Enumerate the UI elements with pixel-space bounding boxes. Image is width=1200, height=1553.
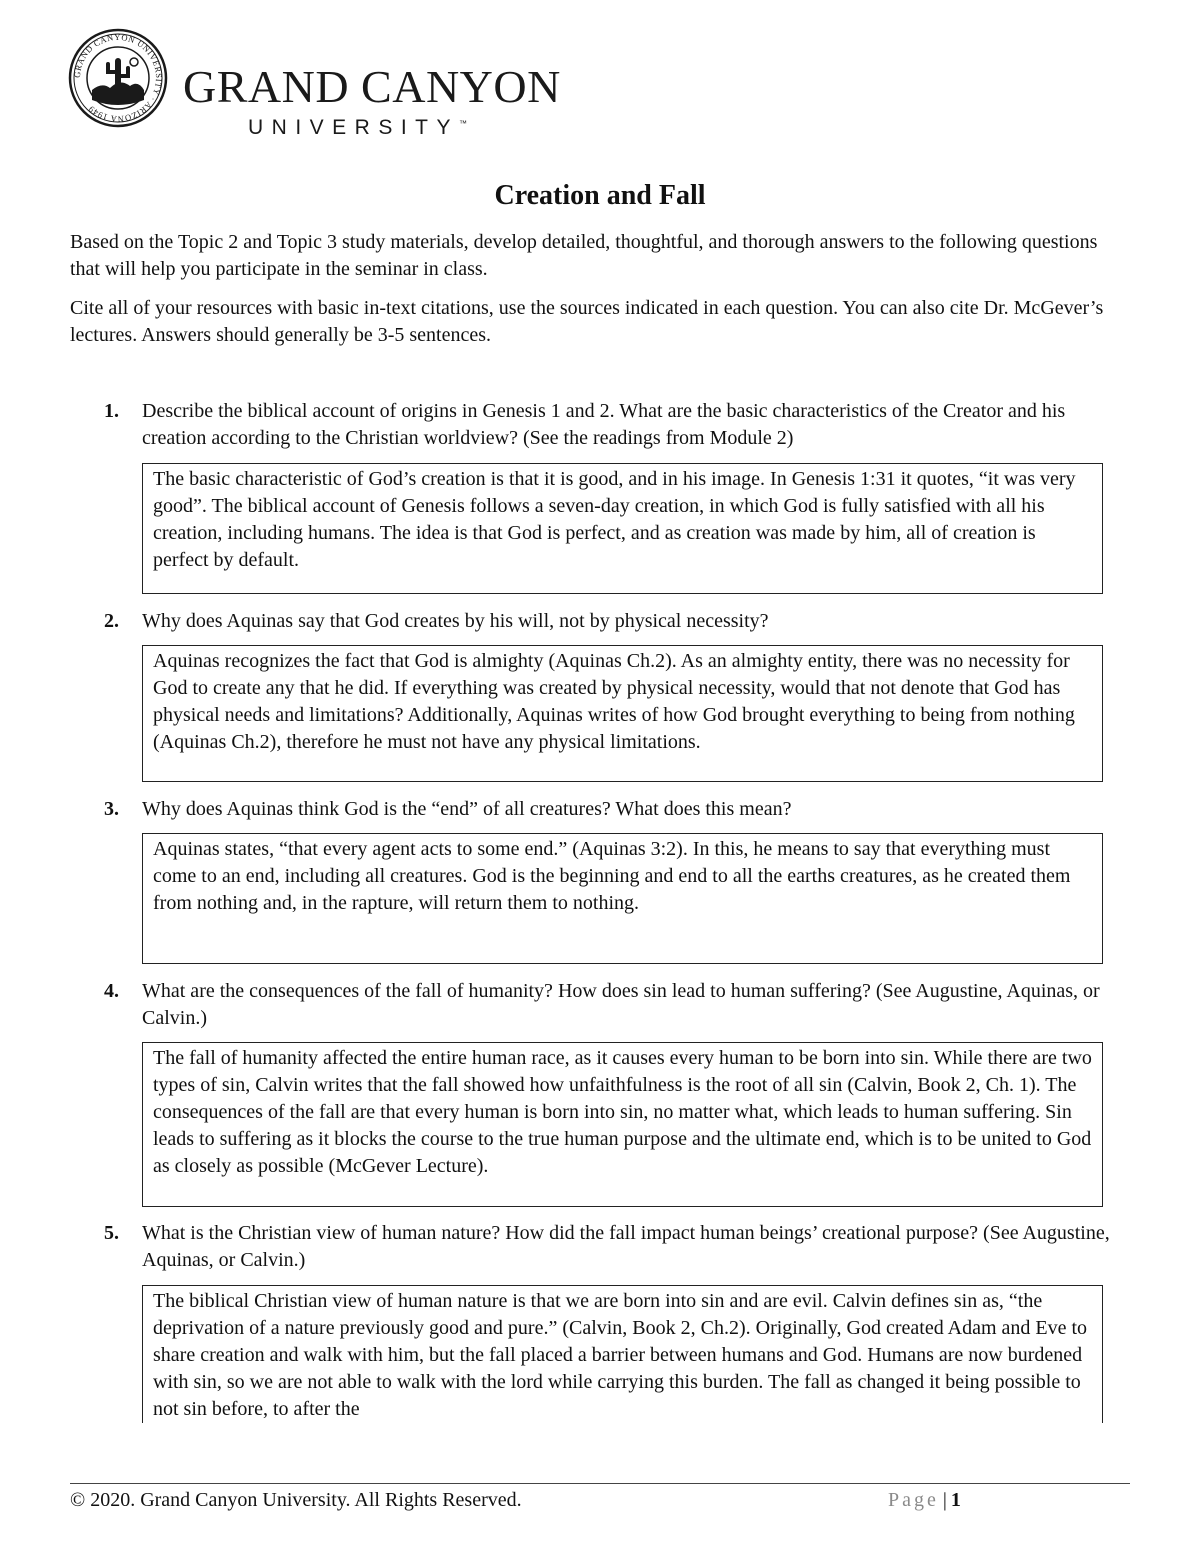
question-number: 2. bbox=[104, 610, 119, 632]
intro-paragraph: Cite all of your resources with basic in-text citations, use the sources indicated in each question. You can also cite Dr. McGever’s lectures. Answers should generally be 3-5 sentences. bbox=[70, 297, 1104, 346]
question-1 bbox=[104, 398, 1134, 452]
answer-box-4[interactable]: The fall of humanity affected the entire human race, as it causes every human to be born into sin. While there are two types of sin, Calvin writes that the fall showed how unfaithfulness is the root of all sin (Calvin, Book 2, Ch. 1). The consequences of the fall are that every human is born into sin, no matter what, which leads to human suffering. Sin leads to suffering as it blocks the course to the true human purpose and the ultimate end, which is to be united to God as closely as possible (McGever Lecture). bbox=[142, 1042, 1103, 1207]
question-2 bbox=[104, 608, 1134, 635]
seal-text: GRAND CANYON UNIVERSITY · ARIZONA 1949 bbox=[71, 31, 165, 125]
answer-box-2[interactable]: Aquinas recognizes the fact that God is almighty (Aquinas Ch.2). As an almighty entity, there was no necessity for God to create any that he did. If everything was created by physical necessity, would that not denote that God has physical needs and limitations? Additionally, Aquinas writes of how God brought everything to being from nothing (Aquinas Ch.2), therefore he must not have any physical limitations. bbox=[142, 645, 1103, 782]
question-text: Why does Aquinas say that God creates by his will, not by physical necessity? bbox=[142, 610, 769, 632]
question-number: 4. bbox=[104, 980, 119, 1002]
footer-copyright: © 2020. Grand Canyon University. All Rights Reserved. bbox=[70, 1489, 522, 1511]
page-title: Creation and Fall bbox=[494, 180, 706, 211]
question-5 bbox=[104, 1220, 1134, 1274]
page-number: 1 bbox=[950, 1489, 961, 1511]
answer-box-3[interactable]: Aquinas states, “that every agent acts to some end.” (Aquinas 3:2). In this, he means to say that everything must come to an end, including all creatures. God is the beginning and end to all the earths creatures, as he created them from nothing and, in the rapture, will return them to nothing. bbox=[142, 833, 1103, 964]
question-number: 5. bbox=[104, 1222, 119, 1244]
question-text: What is the Christian view of human nature? How did the fall impact human beings’ creational purpose? (See Augustine, Aquinas, or Calvin.) bbox=[142, 1222, 1110, 1271]
university-seal-icon bbox=[68, 28, 168, 128]
question-text: Why does Aquinas think God is the “end” of all creatures? What does this mean? bbox=[142, 798, 792, 820]
intro-paragraph: Based on the Topic 2 and Topic 3 study materials, develop detailed, thoughtful, and thorough answers to the following questions that will help you participate in the seminar in class. bbox=[70, 231, 1098, 280]
question-text: Describe the biblical account of origins in Genesis 1 and 2. What are the basic characteristics of the Creator and his creation according to the Christian worldview? (See the readings from Module 2) bbox=[142, 400, 1066, 449]
footer-divider bbox=[70, 1483, 1130, 1484]
question-number: 1. bbox=[104, 400, 119, 422]
page-label: Page bbox=[888, 1489, 939, 1511]
answer-box-1[interactable]: The basic characteristic of God’s creation is that it is good, and in his image. In Genesis 1:31 it quotes, “it was very good”. The biblical account of Genesis follows a seven-day creation, in which God is fully satisfied with all his creation, including humans. The idea is that God is perfect, and as creation was made by him, all of creation is perfect by default. bbox=[142, 463, 1103, 594]
trademark-symbol: ™ bbox=[459, 119, 468, 128]
question-3 bbox=[104, 796, 1134, 823]
page-separator: | bbox=[942, 1489, 947, 1511]
university-name: GRAND CANYON bbox=[183, 61, 561, 112]
answer-box-5[interactable]: The biblical Christian view of human nature is that we are born into sin and are evil. Calvin defines sin as, “the deprivation of a nature previously good and pure.” (Calvin, Book 2, Ch.2). Originally, God created Adam and Eve to share creation and walk with him, but the fall placed a barrier between humans and God. Humans are now burdened with sin, so we are not able to walk with the lord while carrying this burden. The fall as changed it being possible to not sin before, to after the bbox=[142, 1285, 1103, 1423]
university-subtitle bbox=[248, 116, 467, 140]
university-subtitle-text: UNIVERSITY bbox=[248, 116, 460, 139]
question-4 bbox=[104, 978, 1134, 1032]
footer-page-indicator bbox=[888, 1489, 961, 1512]
university-logo bbox=[68, 28, 561, 139]
question-number: 3. bbox=[104, 798, 119, 820]
question-text: What are the consequences of the fall of humanity? How does sin lead to human suffering? (See Augustine, Aquinas, or Calvin.) bbox=[142, 980, 1100, 1029]
